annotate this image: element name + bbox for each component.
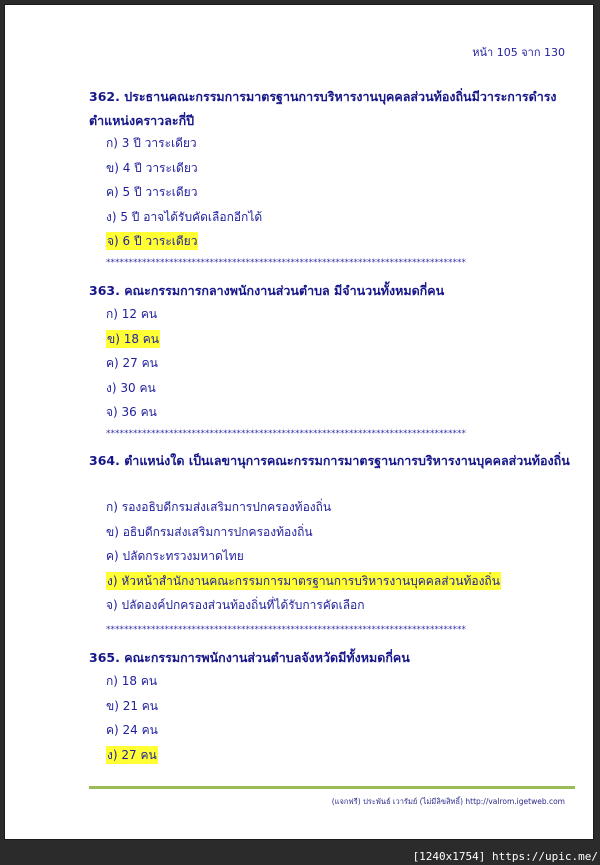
option: ค) 24 คน <box>106 723 158 737</box>
option: ค) 5 ปี วาระเดียว <box>106 185 198 199</box>
options-364 <box>106 495 576 618</box>
question-364: 364. ตำแหน่งใด เป็นเลขานุการคณะกรรมการมาตรฐานการบริหารงานบุคคลส่วนท้องถิ่น <box>89 453 570 468</box>
option: ก) 3 ปี วาระเดียว <box>106 136 197 150</box>
question-365: 365. คณะกรรมการพนักงานส่วนตำบลจังหวัดมีทั้งหมดกี่คน <box>89 650 410 665</box>
watermark-stamp: [1240x1754] https://upic.me/ <box>412 850 598 863</box>
separator: ******************************************************************************** <box>106 429 466 439</box>
answer-option: ง) หัวหน้าสำนักงานคณะกรรมการมาตรฐานการบริหารงานบุคคลส่วนท้องถิ่น <box>107 573 500 588</box>
option: ง) 30 คน <box>106 380 156 395</box>
option: ข) 21 คน <box>106 698 159 713</box>
option: ง) 5 ปี อาจได้รับคัดเลือกอีกได้ <box>106 209 263 224</box>
option: จ) ปลัดองค์ปกครองส่วนท้องถิ่นที่ได้รับการคัดเลือก <box>106 598 365 612</box>
option: ค) ปลัดกระทรวงมหาดไทย <box>106 549 244 563</box>
question-362: 362. ประธานคณะกรรมการมาตรฐานการบริหารงานบุคคลส่วนท้องถิ่นมีวาระการดำรงตำแหน่งคราวละกี่ปี <box>89 89 557 128</box>
option: ข) อธิบดีกรมส่งเสริมการปกครองท้องถิ่น <box>106 524 313 539</box>
footer-rule <box>89 786 575 789</box>
options-362 <box>106 131 576 254</box>
separator: ******************************************************************************** <box>106 625 466 635</box>
question-363: 363. คณะกรรมการกลางพนักงานส่วนตำบล มีจำนวนทั้งหมดกี่คน <box>89 283 445 298</box>
separator: ******************************************************************************** <box>106 258 466 268</box>
document-page <box>4 4 594 840</box>
option: ก) รองอธิบดีกรมส่งเสริมการปกครองท้องถิ่น <box>106 500 332 514</box>
page-number: หน้า 105 จาก 130 <box>472 46 565 59</box>
option: จ) 36 คน <box>106 405 157 419</box>
option: ข) 4 ปี วาระเดียว <box>106 160 198 175</box>
option: ก) 18 คน <box>106 674 158 688</box>
answer-option: ง) 27 คน <box>107 747 157 762</box>
answer-option: จ) 6 ปี วาระเดียว <box>107 234 198 248</box>
footer-credit: (แจกฟรี) ประพันธ์ เวารัมย์ (ไม่มีลิขสิทธิ์) http://valrom.igetweb.com <box>331 797 565 806</box>
option: ค) 27 คน <box>106 356 158 370</box>
answer-option: ข) 18 คน <box>107 331 160 346</box>
options-363 <box>106 302 576 425</box>
options-365 <box>106 669 576 767</box>
option: ก) 12 คน <box>106 307 158 321</box>
